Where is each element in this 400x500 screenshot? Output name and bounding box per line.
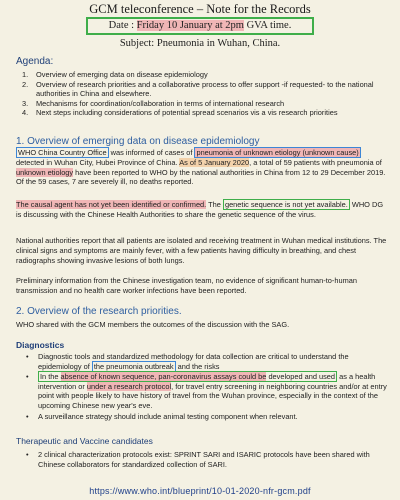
section-1-heading: 1. Overview of emerging data on disease epidemiology bbox=[16, 136, 260, 147]
causal-agent-highlight: The causal agent has not yet been identified or confirmed. bbox=[16, 200, 207, 209]
diagnostics-heading: Diagnostics bbox=[16, 340, 65, 350]
document-title: GCM teleconference – Note for the Records bbox=[89, 2, 311, 16]
section-1-paragraph-1: WHO China Country Office was informed of cases of pneumonia of unknown etiology (unknown cause) detected in Wuhan City, Hubei Province of China. As of 5 January 2020, a total of 59 patients with pneumonia of unknown etiology have been reported to WHO by the national authorities in China from 12 to 29 December 2019. Of the 59 cases, 7 are severely ill, no deaths reported. bbox=[16, 148, 386, 187]
agenda-item: 2. Overview of research priorities and a collaborative process to offer support -if requested- to the national authorities in China and elsewhere. bbox=[22, 79, 374, 99]
section-1-paragraph-3: National authorities report that all patients are isolated and receiving treatment in Wuhan medical institutions. The clinical signs and symptoms are mainly fever, with a few patients having difficulty in breathing, and chest radiographs showing invasive lesions of both lungs. bbox=[16, 236, 387, 265]
agenda-list bbox=[22, 70, 392, 118]
absence-sequence-box: In the absence of known sequence, pan-coronavirus assays could be developed and used bbox=[40, 372, 336, 382]
who-office-box: WHO China Country Office bbox=[18, 148, 107, 157]
section-1-paragraph-2: The causal agent has not yet been identified or confirmed. The genetic sequence is not yet available. WHO DG is discussing with the Chinese Health Authorities to share the genetic sequence of the virus. bbox=[16, 200, 384, 219]
research-protocol-highlight: under a research protocol bbox=[86, 381, 172, 391]
diagnostics-list bbox=[16, 352, 390, 422]
date-highlight-jan5: As of 5 January 2020 bbox=[179, 157, 250, 167]
date-line bbox=[86, 17, 314, 35]
source-url-link[interactable]: https://www.who.int/blueprint/10-01-2020-nfr-gcm.pdf bbox=[89, 486, 311, 496]
agenda-heading: Agenda: bbox=[16, 56, 54, 67]
unknown-etiology-highlight-2: unknown etiology bbox=[16, 167, 74, 177]
therapeutic-list bbox=[16, 450, 390, 470]
genetic-sequence-box: genetic sequence is not yet available. bbox=[224, 200, 348, 209]
subject-line: Subject: Pneumonia in Wuhan, China. bbox=[119, 38, 281, 49]
therapeutic-heading: Therapeutic and Vaccine candidates bbox=[16, 436, 153, 446]
agenda-item: 3. Mechanisms for coordination/collaboration in terms of international research bbox=[22, 98, 285, 108]
section-2-paragraph-1: WHO shared with the GCM members the outcomes of the discussion with the SAG. bbox=[16, 320, 290, 329]
date-prefix: Date : bbox=[108, 20, 137, 31]
therapeutic-bullet: • 2 clinical characterization protocols exist: SPRINT SARI and ISARIC protocols have been shared with Chinese collaborators for standardized collection of SARI. bbox=[16, 450, 390, 469]
section-2-heading: 2. Overview of the research priorities. bbox=[16, 306, 182, 317]
diagnostics-bullet: • Diagnostic tools and standardized methodology for data collection are critical to understand the epidemiology of the pneumonia outbreak and the risks bbox=[16, 352, 390, 371]
agenda-item: 4. Next steps including considerations of potential spread scenarios vis a vis research priorities bbox=[22, 108, 338, 118]
agenda-item: 1. Overview of emerging data on disease epidemiology bbox=[22, 70, 208, 79]
pneumonia-outbreak-box: the pneumonia outbreak bbox=[93, 361, 174, 371]
section-1-paragraph-4: Preliminary information from the Chinese investigation team, no evidence of significant human-to-human transmission and no health care worker infections have been reported. bbox=[16, 276, 357, 295]
diagnostics-bullet: • In the absence of known sequence, pan-coronavirus assays could be developed and used as a health intervention or under a research protocol, for travel entry screening in neighboring countries and/or at entry point with people likely to have history of travel from the Wuhan province, especially in the context of the upcoming Chinese new year's eve. bbox=[16, 372, 390, 410]
date-suffix: GVA time. bbox=[243, 20, 292, 31]
date-highlight: Friday 10 January at 2pm bbox=[136, 20, 244, 31]
unknown-etiology-highlight: pneumonia of unknown etiology (unknown cause) bbox=[196, 148, 359, 157]
pan-coronavirus-highlight: absence of known sequence, pan-coronavirus assays could be bbox=[60, 372, 267, 382]
diagnostics-bullet: • A surveillance strategy should include animal testing component when relevant. bbox=[16, 412, 390, 422]
